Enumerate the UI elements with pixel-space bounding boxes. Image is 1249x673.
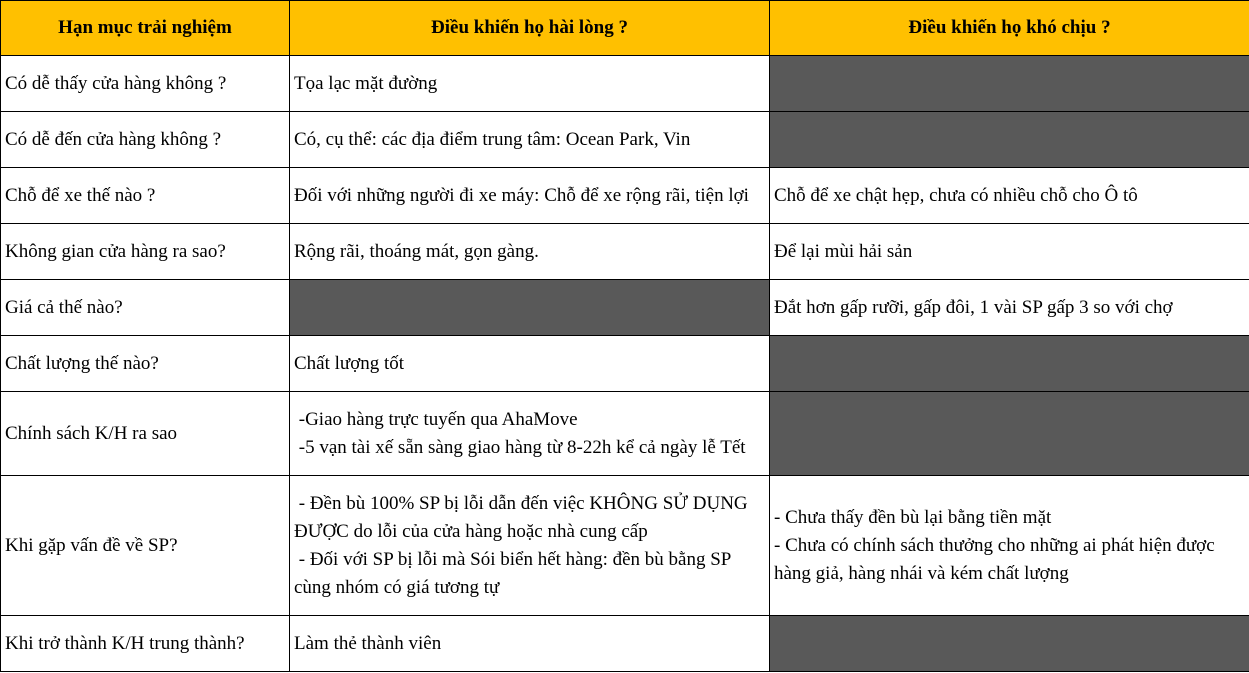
dissatisfied-cell xyxy=(770,56,1249,112)
header-row xyxy=(1,1,1249,56)
satisfied-cell xyxy=(290,280,770,336)
satisfied-cell xyxy=(290,616,770,672)
dissatisfied-cell xyxy=(770,280,1249,336)
satisfied-cell xyxy=(290,336,770,392)
satisfied-text: Rộng rãi, thoáng mát, gọn gàng. xyxy=(294,240,539,262)
satisfied-text: -Giao hàng trực tuyến qua AhaMove xyxy=(294,408,578,430)
satisfied-text: - Đối với SP bị lỗi mà Sói biển hết hàng: đền bù bằng SP cùng nhóm có giá tương tự xyxy=(294,548,736,598)
dissatisfied-text: Để lại mùi hải sản xyxy=(774,240,913,262)
satisfied-text: Làm thẻ thành viên xyxy=(294,632,442,654)
satisfied-cell xyxy=(290,112,770,168)
table-body xyxy=(1,56,1249,672)
dissatisfied-text: - Chưa thấy đền bù lại bằng tiền mặt xyxy=(774,506,1052,528)
dissatisfied-text: Đắt hơn gấp rưỡi, gấp đôi, 1 vài SP gấp 3 so với chợ xyxy=(774,296,1173,318)
dissatisfied-text: - Chưa có chính sách thưởng cho những ai phát hiện được hàng giả, hàng nhái và kém chất lượng xyxy=(774,534,1220,584)
category-cell: Khi trở thành K/H trung thành? xyxy=(1,616,290,672)
table-row xyxy=(1,112,1249,168)
dissatisfied-cell xyxy=(770,392,1249,476)
satisfied-text: Đối với những người đi xe máy: Chỗ để xe rộng rãi, tiện lợi xyxy=(294,184,749,206)
satisfied-text: Chất lượng tốt xyxy=(294,352,405,374)
dissatisfied-cell xyxy=(770,336,1249,392)
header-satisfied: Điều khiến họ hài lòng ? xyxy=(290,1,770,56)
category-cell: Chất lượng thế nào? xyxy=(1,336,290,392)
table-row xyxy=(1,476,1249,616)
header-dissatisfied: Điều khiến họ khó chịu ? xyxy=(770,1,1249,56)
satisfied-cell xyxy=(290,56,770,112)
table-row xyxy=(1,336,1249,392)
category-cell: Chỗ để xe thế nào ? xyxy=(1,168,290,224)
table-row xyxy=(1,56,1249,112)
dissatisfied-cell xyxy=(770,616,1249,672)
dissatisfied-cell xyxy=(770,476,1249,616)
table-row xyxy=(1,392,1249,476)
table-row xyxy=(1,168,1249,224)
category-cell: Giá cả thế nào? xyxy=(1,280,290,336)
satisfied-text: Tọa lạc mặt đường xyxy=(294,72,438,94)
satisfied-text: - Đền bù 100% SP bị lỗi dẫn đến việc KHÔNG SỬ DỤNG ĐƯỢC do lỗi của cửa hàng hoặc nhà cung cấp xyxy=(294,492,753,542)
category-cell: Khi gặp vấn đề về SP? xyxy=(1,476,290,616)
dissatisfied-cell xyxy=(770,112,1249,168)
category-cell: Có dễ thấy cửa hàng không ? xyxy=(1,56,290,112)
table-row xyxy=(1,224,1249,280)
dissatisfied-cell xyxy=(770,168,1249,224)
satisfied-cell xyxy=(290,224,770,280)
category-cell: Không gian cửa hàng ra sao? xyxy=(1,224,290,280)
category-cell: Chính sách K/H ra sao xyxy=(1,392,290,476)
category-cell: Có dễ đến cửa hàng không ? xyxy=(1,112,290,168)
table-row xyxy=(1,280,1249,336)
dissatisfied-cell xyxy=(770,224,1249,280)
satisfied-cell xyxy=(290,476,770,616)
header-category: Hạn mục trải nghiệm xyxy=(1,1,290,56)
table-row xyxy=(1,616,1249,672)
satisfied-cell xyxy=(290,168,770,224)
satisfied-text: -5 vạn tài xế sẵn sàng giao hàng từ 8-22h kể cả ngày lễ Tết xyxy=(294,436,746,458)
satisfied-cell xyxy=(290,392,770,476)
satisfied-text: Có, cụ thể: các địa điểm trung tâm: Ocean Park, Vin xyxy=(294,128,691,150)
dissatisfied-text: Chỗ để xe chật hẹp, chưa có nhiều chỗ cho Ô tô xyxy=(774,184,1138,206)
